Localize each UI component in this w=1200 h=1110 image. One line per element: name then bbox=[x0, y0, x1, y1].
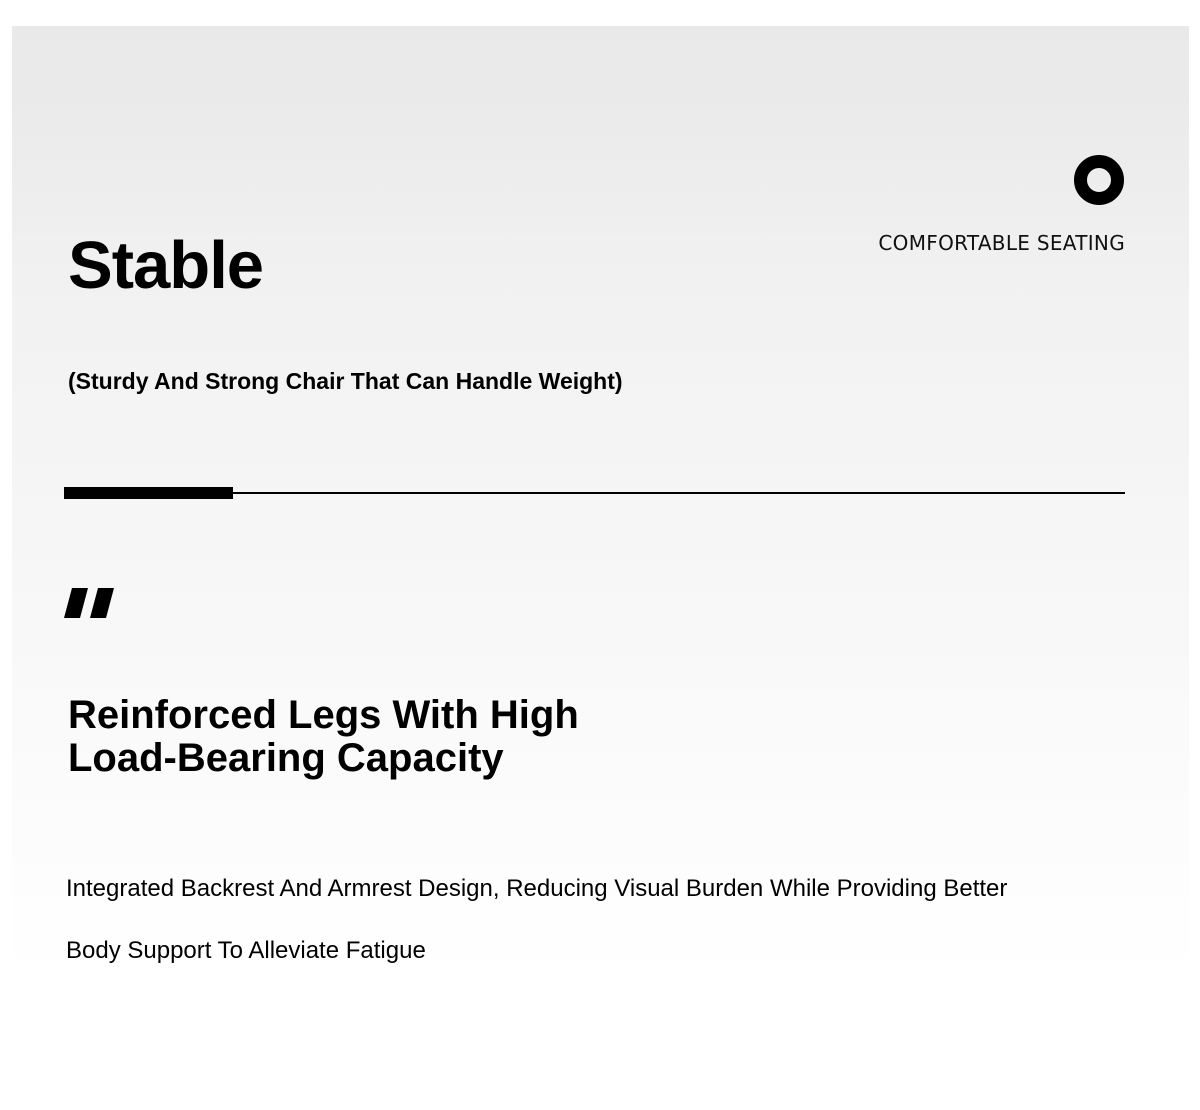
page-title: Stable bbox=[68, 228, 264, 303]
ring-logo-icon bbox=[1074, 155, 1124, 205]
quote-mark-icon bbox=[62, 588, 116, 618]
page-subtitle: (Sturdy And Strong Chair That Can Handle Weight) bbox=[68, 368, 623, 394]
brand-tagline: COMFORTABLE SEATING bbox=[878, 231, 1125, 255]
feature-heading: Reinforced Legs With High Load-Bearing Capacity bbox=[68, 693, 579, 780]
feature-description: Integrated Backrest And Armrest Design, Reducing Visual Burden While Providing Better Body Support To Alleviate Fatigue bbox=[66, 875, 1008, 964]
divider-accent bbox=[64, 487, 233, 499]
